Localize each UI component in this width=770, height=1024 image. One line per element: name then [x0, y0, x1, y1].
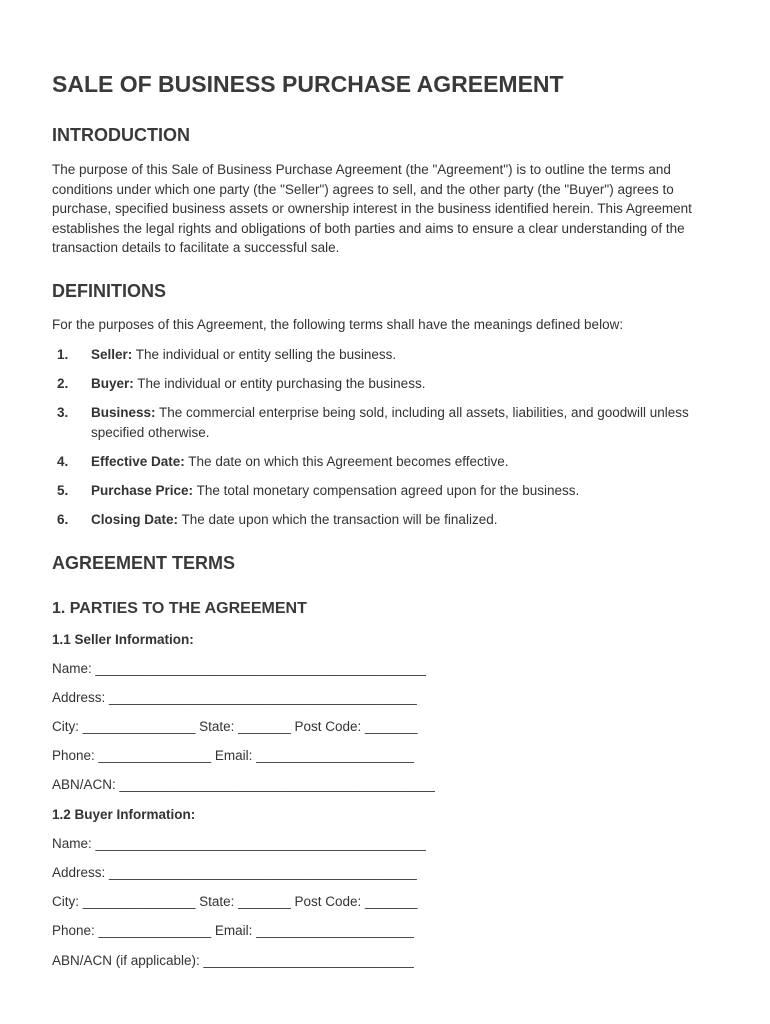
definition-number: 1.	[57, 347, 69, 362]
buyer-name-field[interactable]: Name: ____________________________________________	[52, 836, 426, 851]
definition-term: Effective Date:	[91, 454, 185, 469]
seller-abn-field[interactable]: ABN/ACN: __________________________________________	[52, 777, 435, 792]
definition-text: The commercial enterprise being sold, including all assets, liabilities, and goodwill unless specified otherwise.	[91, 405, 689, 440]
agreement-terms-heading: AGREEMENT TERMS	[52, 553, 236, 573]
buyer-abn-field[interactable]: ABN/ACN (if applicable): ____________________________	[52, 953, 414, 968]
introduction-text: The purpose of this Sale of Business Purchase Agreement (the "Agreement") is to outline the terms and conditions under which one party (the "Seller") agrees to sell, and the other party (the "Buyer") agrees to purchase, specified business assets or ownership interest in the business identified herein. This Agreement establishes the legal rights and obligations of both parties and aims to ensure a clear understanding of the transaction details to facilitate a successful sale.	[52, 162, 692, 256]
definition-term: Closing Date:	[91, 512, 179, 527]
buyer-address-field[interactable]: Address: _________________________________________	[52, 865, 417, 880]
seller-address-field[interactable]: Address: _________________________________________	[52, 690, 417, 705]
definition-body	[91, 374, 691, 394]
definition-term: Purchase Price:	[91, 483, 194, 498]
definition-number: 6.	[57, 512, 69, 527]
definition-number: 2.	[57, 376, 69, 391]
definition-term: Seller:	[91, 347, 133, 362]
definition-body	[91, 345, 691, 365]
introduction-heading: INTRODUCTION	[52, 125, 190, 145]
definition-body	[91, 481, 691, 501]
definition-number: 4.	[57, 454, 69, 469]
definition-body	[91, 403, 691, 442]
definition-number: 5.	[57, 483, 69, 498]
buyer-city-state-postcode-field[interactable]: City: _______________ State: _______ Post Code: _______	[52, 894, 418, 909]
definition-text: The date upon which the transaction will be finalized.	[178, 512, 498, 527]
definition-body	[91, 452, 691, 472]
document-title: SALE OF BUSINESS PURCHASE AGREEMENT	[52, 71, 564, 97]
seller-information-heading: 1.1 Seller Information:	[52, 632, 194, 647]
definition-term: Business:	[91, 405, 156, 420]
buyer-phone-email-field[interactable]: Phone: _______________ Email: _____________________	[52, 923, 414, 938]
parties-heading: 1. PARTIES TO THE AGREEMENT	[52, 600, 307, 617]
definition-body	[91, 510, 691, 530]
definition-text: The total monetary compensation agreed upon for the business.	[193, 483, 580, 498]
definition-term: Buyer:	[91, 376, 134, 391]
definitions-heading: DEFINITIONS	[52, 281, 167, 301]
definition-text: The individual or entity selling the business.	[132, 347, 397, 362]
seller-name-field[interactable]: Name: ____________________________________________	[52, 661, 426, 676]
seller-phone-email-field[interactable]: Phone: _______________ Email: _____________________	[52, 748, 414, 763]
buyer-information-heading: 1.2 Buyer Information:	[52, 807, 196, 822]
definition-text: The date on which this Agreement becomes effective.	[184, 454, 509, 469]
definitions-intro: For the purposes of this Agreement, the following terms shall have the meanings defined below:	[52, 317, 624, 332]
definition-text: The individual or entity purchasing the business.	[133, 376, 426, 391]
definition-number: 3.	[57, 405, 69, 420]
seller-city-state-postcode-field[interactable]: City: _______________ State: _______ Post Code: _______	[52, 719, 418, 734]
